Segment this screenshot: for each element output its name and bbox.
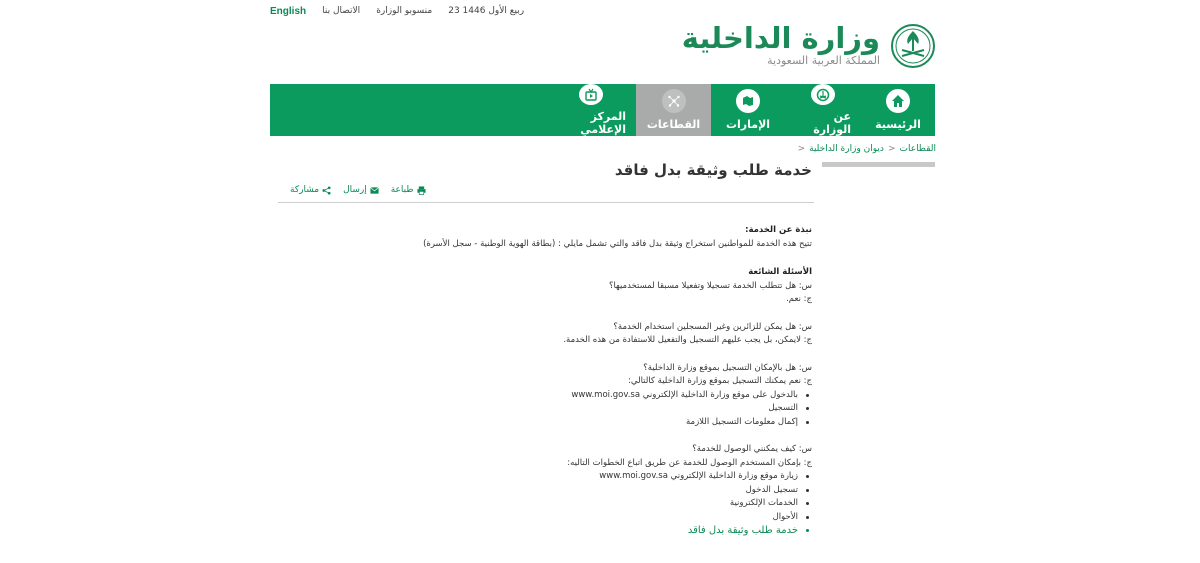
saudi-emblem-icon xyxy=(890,23,936,69)
nav-item-emirates[interactable] xyxy=(711,84,785,136)
nav-label: المركز الإعلامي xyxy=(580,110,626,136)
service-link[interactable]: خدمة طلب وثيقة بدل فاقد xyxy=(272,524,798,538)
contact-link[interactable]: الاتصال بنا xyxy=(322,6,361,16)
nav-label: الرئيسية xyxy=(875,118,921,131)
map-icon xyxy=(736,89,760,113)
steps-list xyxy=(272,389,812,430)
breadcrumb xyxy=(798,144,936,154)
sidebar-divider xyxy=(822,162,935,167)
list-item: إكمال معلومات التسجيل اللازمة xyxy=(272,416,798,430)
faq-answer: ج: نعم يمكنك التسجيل بموقع وزارة الداخلية كالتالي: xyxy=(628,376,812,386)
network-icon xyxy=(662,89,686,113)
tv-icon xyxy=(579,84,603,105)
article-content xyxy=(272,224,812,538)
nav-label: الإمارات xyxy=(725,118,771,131)
faq-answer: ج: بإمكان المستخدم الوصول للخدمة عن طريق اتباع الخطوات التاليه: xyxy=(567,457,812,468)
list-item: الأحوال xyxy=(272,511,798,525)
list-item: تسجيل الدخول xyxy=(272,484,798,498)
send-button[interactable] xyxy=(343,185,379,195)
share-label: مشاركة xyxy=(290,185,320,195)
nav-item-home[interactable] xyxy=(861,84,935,136)
chevron-left-icon: < xyxy=(797,144,806,154)
faq-question: س: هل يمكن للزائرين وغير المسجلين استخدام الخدمة؟ xyxy=(613,321,812,332)
print-label: طباعة xyxy=(390,185,414,195)
list-item: الخدمات الإلكترونية xyxy=(272,497,798,511)
share-icon xyxy=(322,186,331,195)
list-item: زيارة موقع وزارة الداخلية الإلكتروني www.moi.gov.sa xyxy=(272,470,798,484)
print-icon xyxy=(417,186,426,195)
chevron-left-icon: < xyxy=(887,144,896,154)
faq-question: س: كيف يمكنني الوصول للخدمة؟ xyxy=(692,444,812,454)
breadcrumb-item-sectors[interactable]: القطاعات xyxy=(899,144,936,154)
about-text: تتيح هذه الخدمة للمواطنين استخراج وثيقة بدل فاقد والتي تشمل مايلي : (بطاقة الهوية الوطنية - سجل الأسرة) xyxy=(423,238,812,249)
print-button[interactable] xyxy=(391,185,426,195)
hijri-date: 23 ربيع الأول 1446 xyxy=(448,6,525,16)
faq-heading: الأسئلة الشائعة xyxy=(748,267,812,277)
top-bar xyxy=(270,3,525,19)
site-logo[interactable] xyxy=(682,20,936,72)
staff-link[interactable]: منسوبو الوزارة xyxy=(376,6,433,16)
page-tools xyxy=(290,185,426,195)
list-item: التسجيل xyxy=(272,402,798,416)
nav-item-about[interactable] xyxy=(785,84,861,136)
faq-answer: ج: نعم. xyxy=(786,294,812,304)
page-title: خدمة طلب وثيقة بدل فاقد xyxy=(614,161,812,179)
share-button[interactable] xyxy=(290,185,331,195)
emblem-icon xyxy=(811,84,835,105)
envelope-icon xyxy=(370,186,379,195)
nav-item-sectors[interactable] xyxy=(636,84,711,136)
logo-subtitle: المملكة العربية السعودية xyxy=(767,54,880,67)
steps-list xyxy=(272,470,812,538)
about-heading: نبذة عن الخدمة: xyxy=(745,225,812,235)
send-label: إرسال xyxy=(343,185,367,195)
faq-answer: ج: لايمكن، بل يجب عليهم التسجيل والتفعيل للاستفادة من هذه الخدمة. xyxy=(563,335,812,345)
nav-item-media[interactable] xyxy=(546,84,636,136)
nav-label: عن الوزارة xyxy=(813,110,851,136)
breadcrumb-item-diwan[interactable]: ديوان وزارة الداخلية xyxy=(809,144,884,154)
main-nav xyxy=(270,84,935,136)
english-link[interactable]: English xyxy=(270,5,307,17)
list-item: بالدخول على موقع وزارة الداخلية الإلكتروني www.moi.gov.sa xyxy=(272,389,798,403)
home-icon xyxy=(886,89,910,113)
nav-label: القطاعات xyxy=(646,118,701,131)
logo-title: وزارة الداخلية xyxy=(681,21,880,55)
faq-question: س: هل بالإمكان التسجيل بموقع وزارة الداخلية؟ xyxy=(643,362,812,373)
faq-question: س: هل تتطلب الخدمة تسجيلا وتفعيلا مسبقا لمستخدميها؟ xyxy=(608,280,812,291)
divider xyxy=(278,202,814,203)
